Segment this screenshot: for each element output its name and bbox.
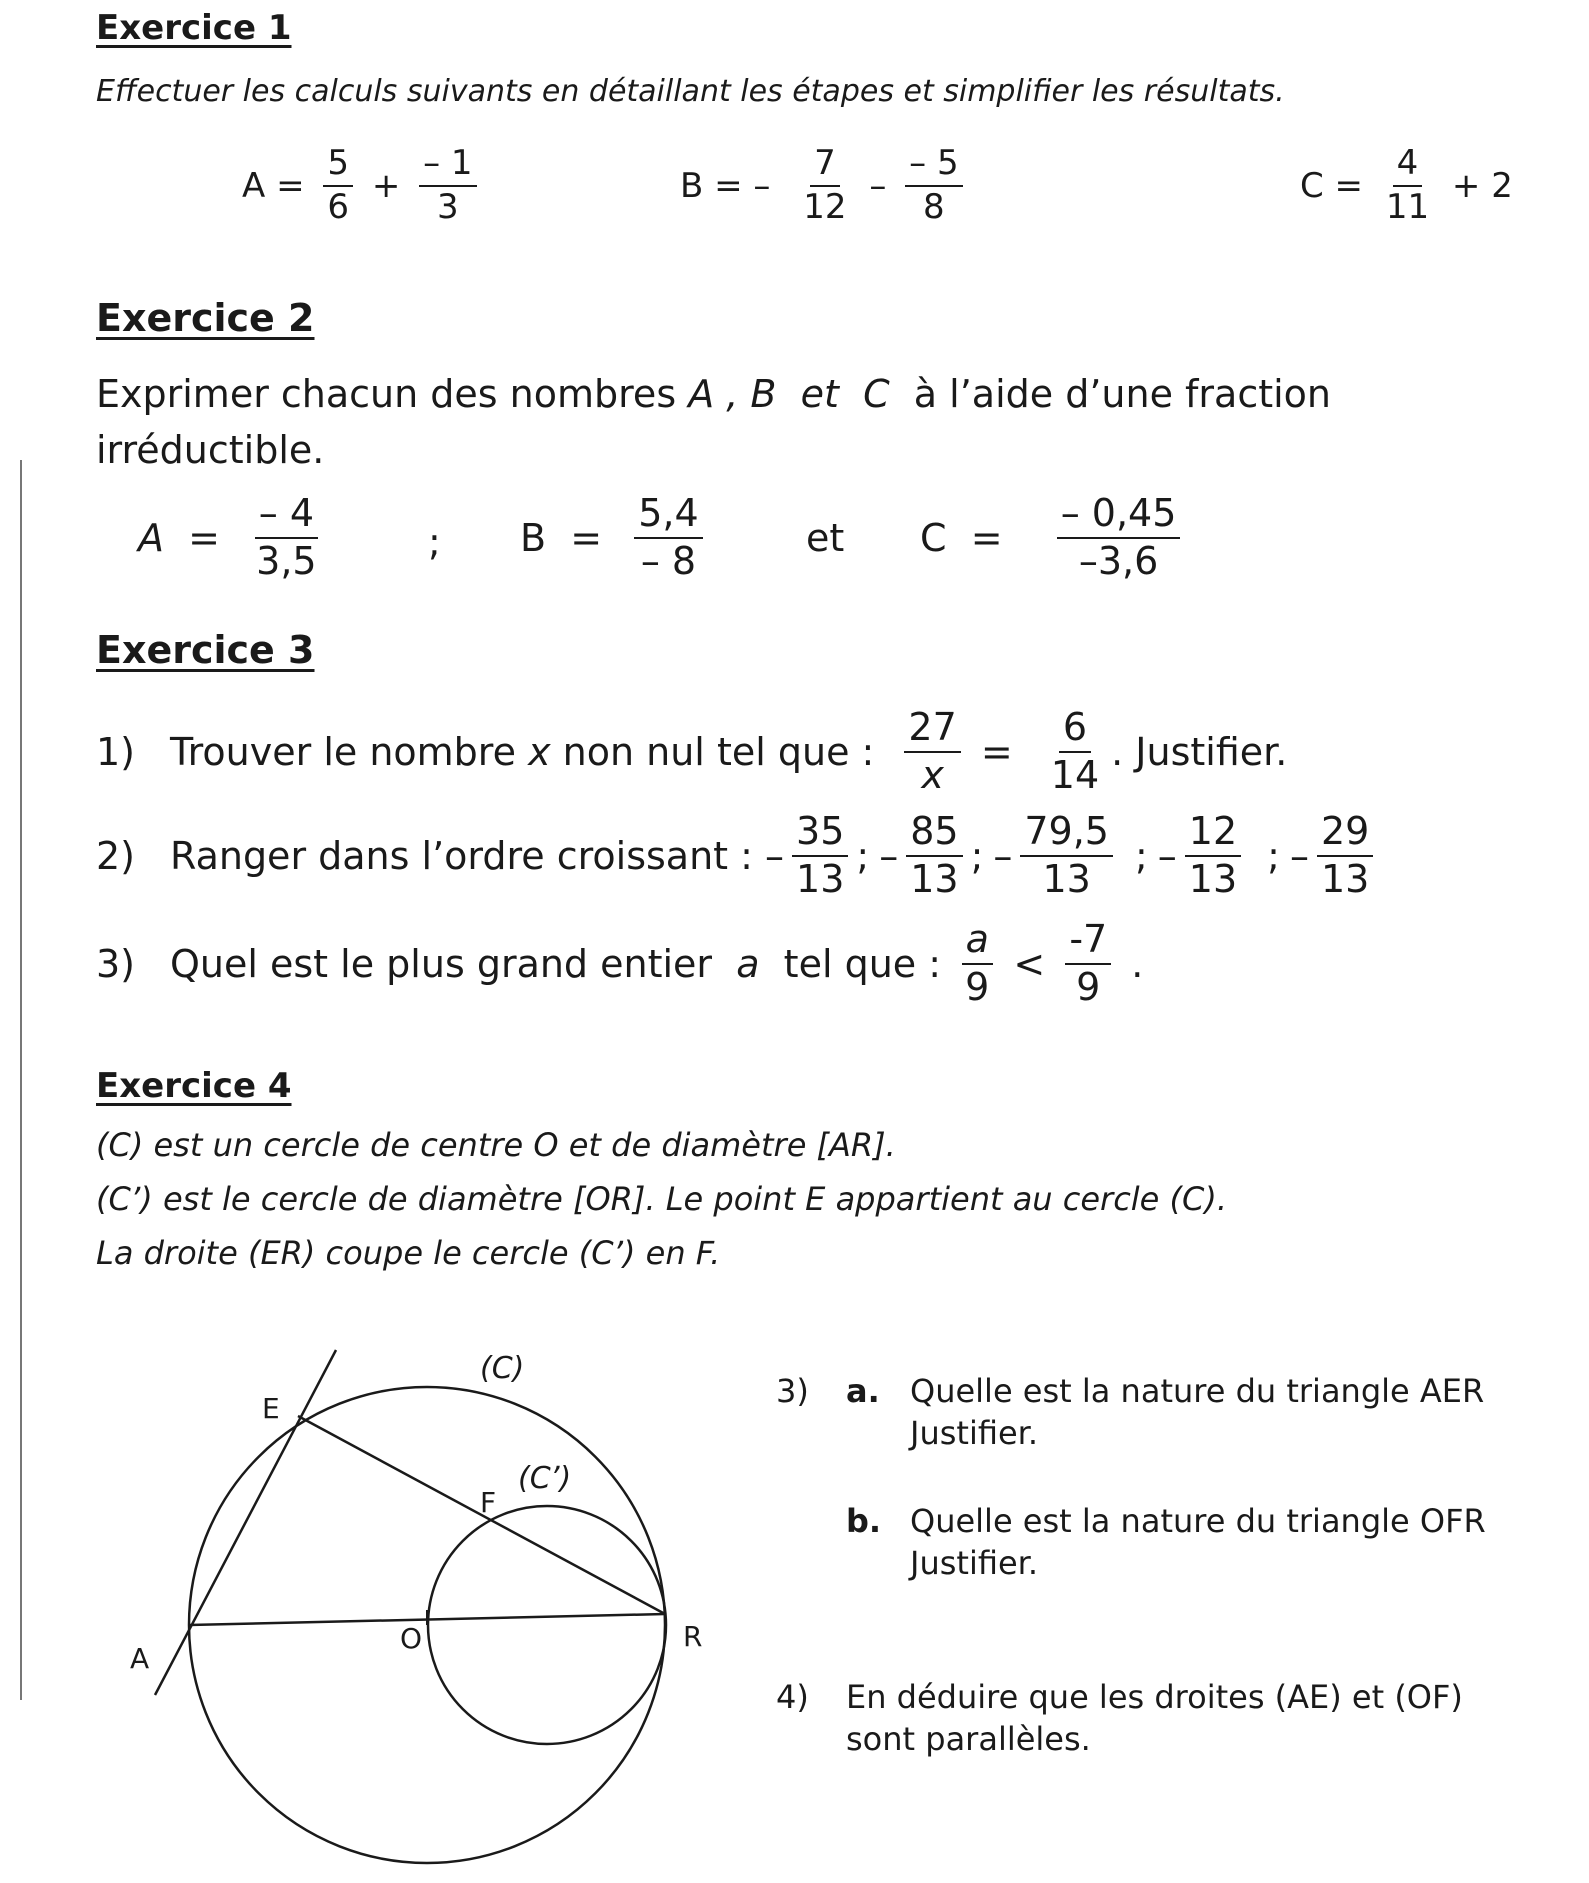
ex1-expression-c: C = $\frac{4}{11}$ + 2 bbox=[1300, 143, 1513, 227]
ex4-statement-line1: (C) est un cercle de centre O et de diamètre [AR]. bbox=[96, 1126, 896, 1164]
exercise-2-instruction-line2: irréductible. bbox=[96, 428, 325, 472]
exercise-3-title: Exercice 3 bbox=[96, 628, 315, 672]
label-point-o: O bbox=[400, 1622, 423, 1655]
exercise-4-title: Exercice 4 bbox=[96, 1066, 292, 1106]
ex4-statement-line2: (C’) est le cercle de diamètre [OR]. Le point E appartient au cercle (C). bbox=[96, 1180, 1228, 1218]
ex2-and: et bbox=[806, 516, 845, 560]
ex4-question-3a: 3) a. Quelle est la nature du triangle AER Justifier. bbox=[776, 1372, 1485, 1452]
ex4-statement-line3: La droite (ER) coupe le cercle (C’) en F. bbox=[96, 1234, 721, 1272]
label-point-f: F bbox=[480, 1486, 497, 1519]
ex3-question-3: 3) Quel est le plus grand entier a tel que : $\frac{a}{9}$ < $\frac{-7}{9}$ . bbox=[96, 917, 1144, 1009]
ex2-expression-a: A = $\frac{- 4}{3,5}$ bbox=[138, 491, 317, 583]
ex2-separator: ; bbox=[428, 520, 441, 564]
ex3-question-2: 2) Ranger dans l’ordre croissant : – $\frac{35}{13}$ ; – $\frac{85}{13}$ ; – $\frac{79,5}{13}$ ; – $\frac{12}{13}$ ; – $\frac{29}{13}$ bbox=[96, 812, 1381, 900]
ex4-question-3b: b. Quelle est la nature du triangle OFR Justifier. bbox=[846, 1502, 1486, 1582]
label-circle-c: (C) bbox=[480, 1351, 525, 1386]
ex1-expression-a: A = $\frac{5}{6}$ + $\frac{- 1}{3}$ bbox=[242, 146, 485, 225]
ex2-expression-c: C = $\frac{- 0,45}{-3,6}$ bbox=[920, 494, 1188, 582]
label-point-e: E bbox=[262, 1392, 280, 1425]
ex3-question-1: 1) Trouver le nombre x non nul tel que : $\frac{27}{x}$ = $\frac{6}{14}$ . Justifier. bbox=[96, 705, 1288, 797]
exercise-1-title: Exercice 1 bbox=[96, 8, 292, 48]
ex1-expression-b: B = – $\frac{7}{12}$ – $\frac{- 5}{8}$ bbox=[680, 146, 971, 225]
label-circle-c-prime: (C’) bbox=[518, 1461, 572, 1496]
scan-edge-line bbox=[20, 460, 22, 1700]
exercise-1-instruction: Effectuer les calculs suivants en détaillant les étapes et simplifier les résultats. bbox=[96, 74, 1285, 109]
exercise-2-instruction-line1: Exprimer chacun des nombres A , B et C à l’aide d’une fraction bbox=[96, 372, 1332, 416]
ex2-expression-b: B = $\frac{5,4}{- 8}$ bbox=[520, 494, 711, 582]
circle-c-prime bbox=[428, 1506, 666, 1744]
geometry-figure bbox=[120, 1330, 740, 1880]
label-point-r: R bbox=[683, 1620, 703, 1653]
ex4-question-4: 4) En déduire que les droites (AE) et (OF) sont parallèles. bbox=[776, 1678, 1463, 1758]
exercise-2-title: Exercice 2 bbox=[96, 296, 315, 340]
label-point-a: A bbox=[130, 1642, 150, 1675]
line-ae bbox=[155, 1350, 336, 1695]
